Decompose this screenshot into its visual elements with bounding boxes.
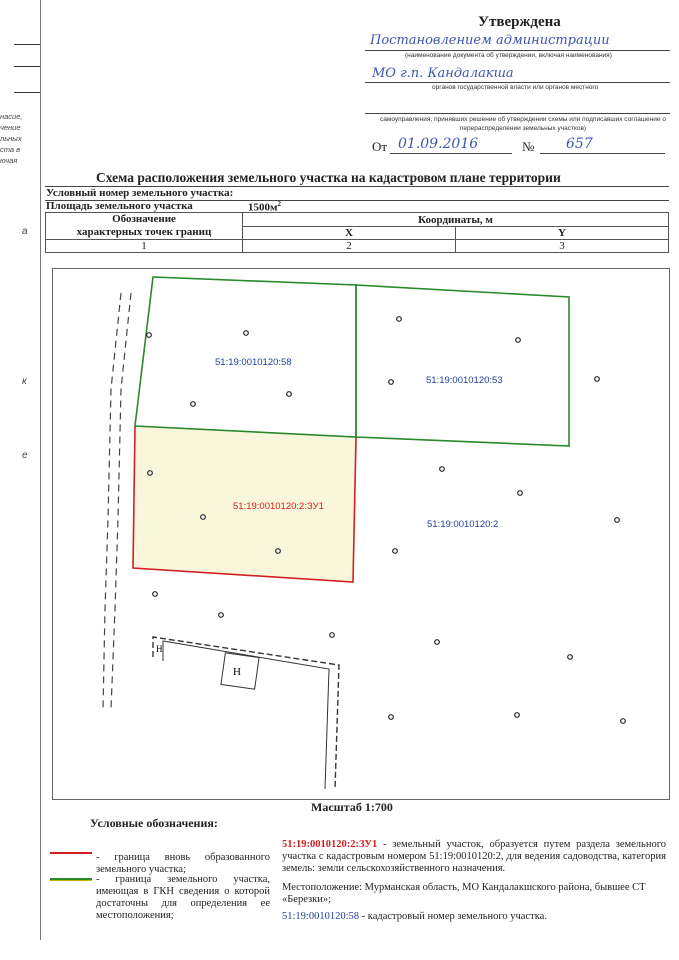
margin-fragment: к <box>22 376 27 387</box>
legend-new-parcel: 51:19:0010120:2:ЗУ1 - земельный участок, образуется путем раздела земельного участка с кадастровым номером 51:19:0010120:2, для ведения садоводства, категория земель: земли сельскохозяйственного назначения. <box>282 839 666 874</box>
col-header-points: Обозначение характерных точек границ <box>46 213 243 240</box>
survey-point <box>153 592 158 597</box>
underline <box>540 153 665 154</box>
legend-title: Условные обозначения: <box>90 816 218 830</box>
survey-point <box>201 515 206 520</box>
page-edge <box>40 0 41 940</box>
underline <box>365 50 670 51</box>
approval-title: Утверждена <box>478 14 561 30</box>
survey-point <box>440 467 445 472</box>
legend-cadastral: 51:19:0010120:58 - кадастровый номер земельного участка. <box>282 911 547 922</box>
legend-red-desc: - граница вновь образованного земельного участка; <box>96 852 270 875</box>
survey-point <box>621 719 626 724</box>
scale-text: Масштаб 1:700 <box>311 800 393 814</box>
cadastral-map <box>52 268 670 800</box>
survey-point <box>615 518 620 523</box>
date-prefix: От <box>372 139 388 154</box>
survey-point <box>518 491 523 496</box>
legend-red-line <box>50 852 92 854</box>
approval-authority-caption: органов государственной власти или органов местного <box>432 84 599 91</box>
margin-fragment: льных <box>0 134 22 143</box>
survey-point <box>148 471 153 476</box>
margin-fragment: а <box>22 226 28 237</box>
survey-point <box>389 715 394 720</box>
col-header-coordinates: Координаты, м <box>243 213 669 227</box>
margin-dash <box>14 92 40 93</box>
shed-letter: Н <box>156 644 163 654</box>
survey-point <box>595 377 600 382</box>
col-index: 1 <box>46 240 243 253</box>
parcel-label-58: 51:19:0010120:58 <box>215 357 292 368</box>
survey-point <box>568 655 573 660</box>
survey-point <box>397 317 402 322</box>
margin-dash <box>14 44 40 45</box>
parcel-label-new: 51:19:0010120:2:ЗУ1 <box>233 501 324 512</box>
col-index: 2 <box>243 240 456 253</box>
survey-point <box>244 331 249 336</box>
col-index: 3 <box>456 240 669 253</box>
survey-point <box>515 713 520 718</box>
underline <box>390 153 512 154</box>
underline <box>365 113 670 114</box>
margin-fragment: чение <box>0 123 21 132</box>
approval-date: 01.09.2016 <box>398 136 479 152</box>
scheme-title: Схема расположения земельного участка на кадастровом плане территории <box>96 170 561 185</box>
legend-green-desc: - граница земельного участка, имеющая в ГКН сведения о которой достаточны для определения ее местоположения; <box>96 874 270 921</box>
approval-number: 657 <box>566 136 593 152</box>
cadastral-number-label: Условный номер земельного участка: <box>46 187 234 199</box>
parcel-53-border <box>356 285 569 446</box>
area-value: $1500м^2$ <box>248 200 281 214</box>
margin-dash <box>14 66 40 67</box>
underline <box>365 82 670 83</box>
col-header-x: X <box>243 227 456 240</box>
parcel-label-2: 51:19:0010120:2 <box>427 519 499 530</box>
margin-fragment: ючая <box>0 156 18 165</box>
approval-document-caption: (наименование документа об утверждении, включая наименования) <box>405 52 612 59</box>
house-letter: Н <box>233 666 241 678</box>
survey-point <box>191 402 196 407</box>
margin-fragment: насие, <box>0 112 23 121</box>
survey-point <box>393 549 398 554</box>
col-header-y: Y <box>456 227 669 240</box>
survey-point <box>435 640 440 645</box>
parcel-label-53: 51:19:0010120:53 <box>426 375 503 386</box>
number-prefix: № <box>522 139 535 154</box>
margin-fragment: е <box>22 450 28 461</box>
survey-point <box>147 333 152 338</box>
approval-document-handwritten: Постановлением администрации <box>370 33 610 48</box>
survey-point <box>516 338 521 343</box>
legend-location: Местоположение: Мурманская область, МО Кандалакшского района, бывшее СТ «Березки»; <box>282 882 646 905</box>
margin-fragment: ста в <box>0 145 21 154</box>
survey-point <box>330 633 335 638</box>
map-svg <box>53 269 669 799</box>
approval-authority-caption-2: самоуправления, принявших решение об утверждении схемы или подписавших соглашение о перераспределении земельных участков) <box>380 116 666 132</box>
approval-authority-handwritten: МО г.п. Кандалакша <box>372 66 514 81</box>
survey-point <box>287 392 292 397</box>
survey-point <box>276 549 281 554</box>
coordinates-table <box>45 212 669 253</box>
legend-green-line-shadow <box>50 880 92 881</box>
survey-point <box>219 613 224 618</box>
survey-point <box>389 380 394 385</box>
area-label: Площадь земельного участка <box>46 200 193 212</box>
